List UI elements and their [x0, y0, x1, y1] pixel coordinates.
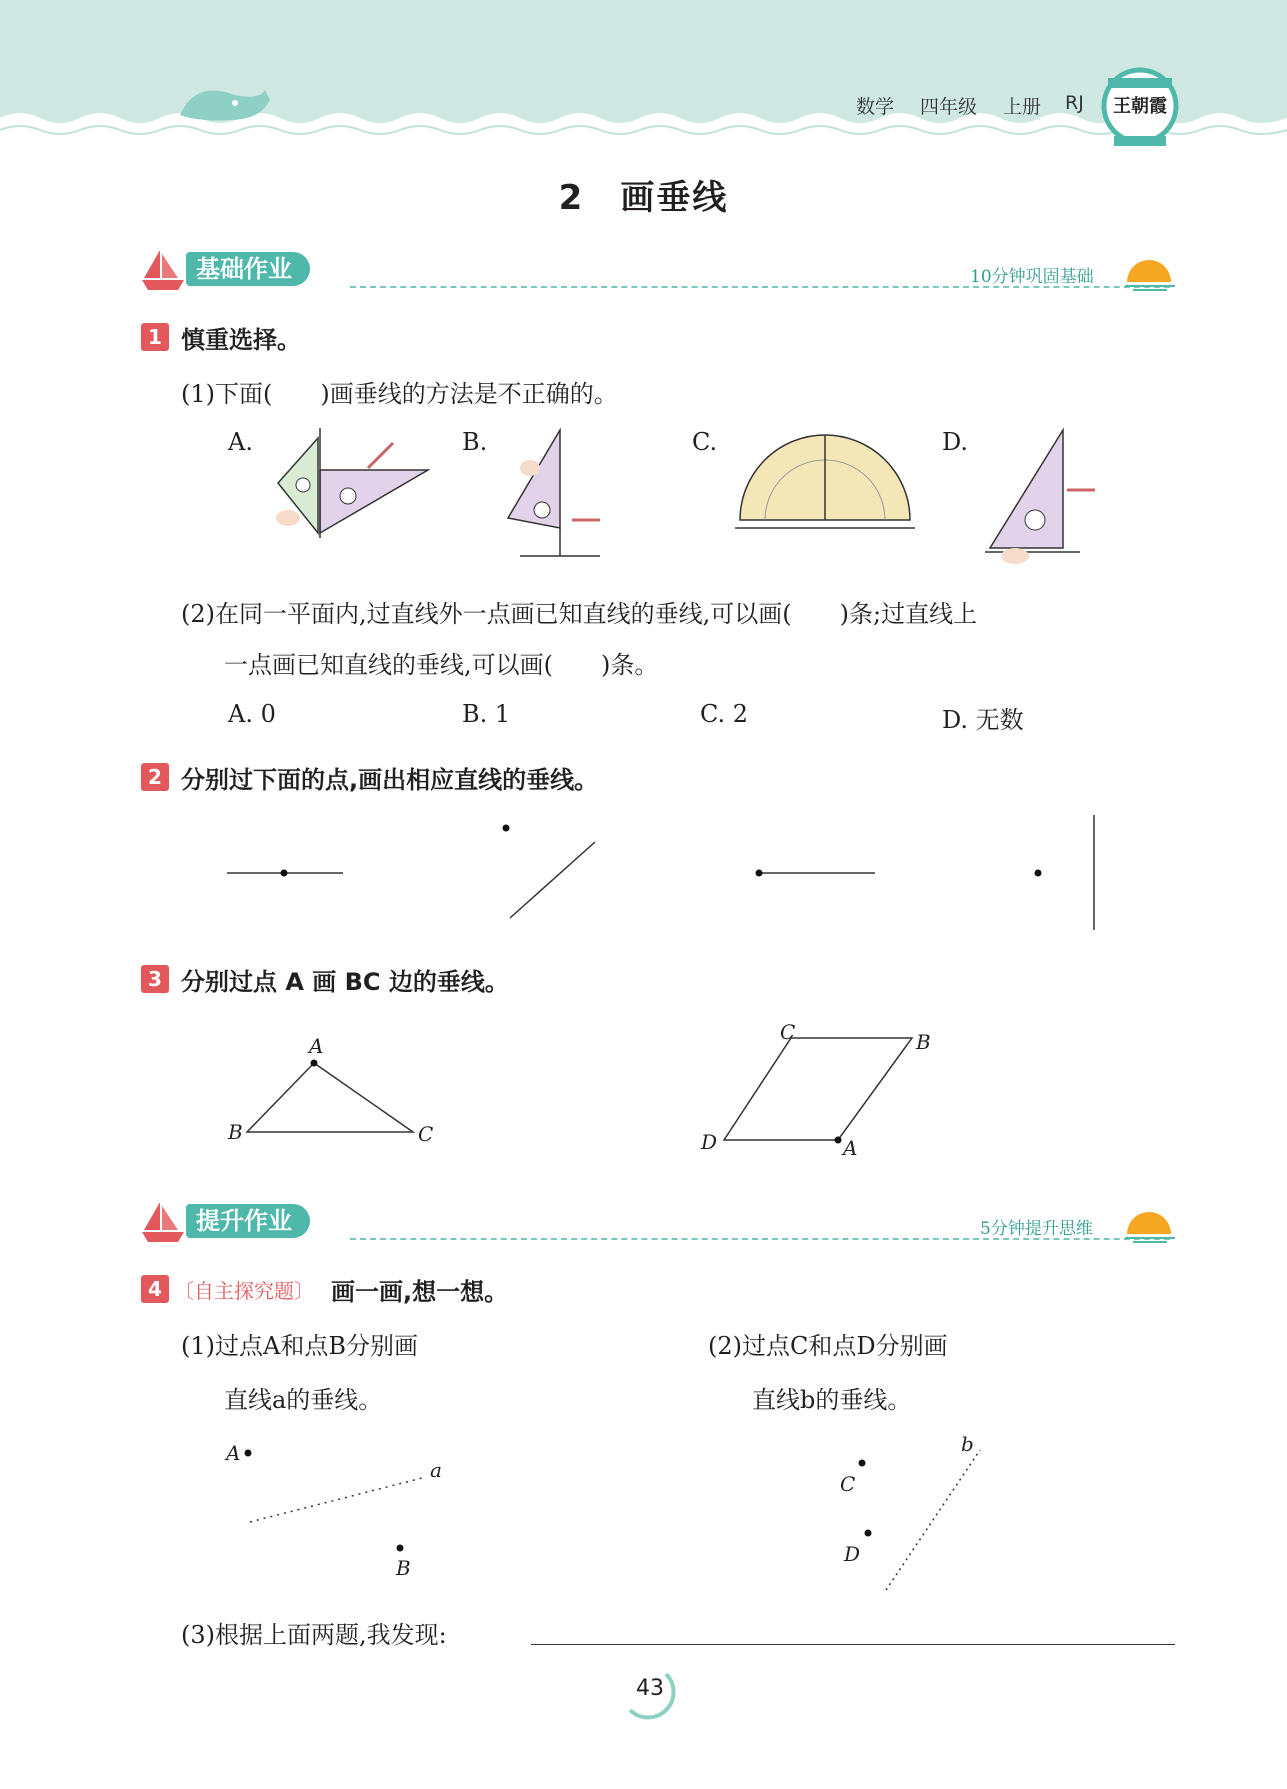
brand-badge [1100, 58, 1180, 150]
header-subject: 数学 [856, 96, 895, 118]
q1-part2-option-d: D. 无数 [942, 706, 1024, 734]
q1-number: 1 [141, 323, 169, 351]
q4-title: 画一画,想一想。 [331, 1278, 509, 1306]
q4-number: 4 [141, 1275, 169, 1303]
header-volume: 上册 [1003, 96, 1042, 118]
q2-number: 2 [141, 763, 169, 791]
section-advanced-note: 5分钟提升思维 [980, 1219, 1093, 1239]
parallelogram-label-a: A [843, 1136, 858, 1160]
section-advanced-label: 提升作业 [186, 1204, 310, 1238]
parallelogram-label-b: B [916, 1030, 931, 1054]
brand-name: 王朝霞 [1113, 96, 1167, 117]
set-square-figure-d [985, 428, 1105, 568]
section-advanced-banner [140, 1200, 1180, 1244]
q2-title: 分别过下面的点,画出相应直线的垂线。 [181, 766, 599, 794]
set-square-figure-b [500, 428, 610, 558]
q1-part2-option-c: C. 2 [700, 700, 749, 728]
q4-label-line-a: a [430, 1458, 442, 1482]
triangle-label-b: B [228, 1120, 243, 1144]
q4-label-line-b: b [961, 1432, 974, 1456]
sun-icon [1125, 252, 1175, 292]
section-basic-label: 基础作业 [186, 252, 310, 286]
parallelogram-label-d: D [701, 1130, 718, 1154]
q4-part2-line1: (2)过点C和点D分别画 [708, 1332, 948, 1360]
q1-part2-option-a: A. 0 [228, 700, 276, 728]
q1-option-a: A. [228, 428, 253, 456]
q4-part3: (3)根据上面两题,我发现: [181, 1621, 447, 1649]
q4-label-d-point: D [844, 1542, 861, 1566]
q4-part1-line2: 直线a的垂线。 [224, 1386, 383, 1414]
page-number: 43 [636, 1676, 664, 1701]
q1-option-d: D. [942, 428, 969, 456]
q1-title: 慎重选择。 [181, 326, 301, 354]
q1-option-b: B. [462, 428, 488, 456]
q4-label-b-point: B [396, 1556, 411, 1580]
triangle-label-a: A [309, 1034, 324, 1058]
q3-title: 分别过点 A 画 BC 边的垂线。 [181, 968, 509, 996]
q1-part1: (1)下面( )画垂线的方法是不正确的。 [181, 380, 618, 408]
sailboat-icon [140, 1200, 186, 1244]
q4-tag: 〔自主探究题〕 [174, 1279, 314, 1303]
whale-icon [175, 70, 275, 130]
section-basic-note: 10分钟巩固基础 [970, 267, 1094, 287]
q4-part1-line1: (1)过点A和点B分别画 [181, 1332, 418, 1360]
q4-label-c-point: C [840, 1472, 856, 1496]
q1-part2-line2: 一点画已知直线的垂线,可以画( )条。 [224, 651, 659, 679]
protractor-figure [735, 430, 915, 530]
header-edition: RJ [1065, 92, 1084, 114]
header-grade: 四年级 [920, 96, 978, 118]
section-basic-banner [140, 248, 1180, 292]
triangle-label-c: C [418, 1122, 434, 1146]
q1-part2-line1: (2)在同一平面内,过直线外一点画已知直线的垂线,可以画( )条;过直线上 [181, 600, 978, 628]
q3-number: 3 [141, 965, 169, 993]
q4-part2-line2: 直线b的垂线。 [752, 1386, 912, 1414]
parallelogram-label-c: C [780, 1020, 796, 1044]
sailboat-icon [140, 248, 186, 292]
page-title: 2 画垂线 [558, 178, 729, 218]
q3-figures [0, 1020, 1287, 1160]
q4-figures [0, 1430, 1287, 1610]
set-square-figure-a [268, 428, 428, 538]
q4-label-a-point: A [226, 1441, 241, 1465]
sun-icon [1125, 1204, 1175, 1244]
q1-part2-option-b: B. 1 [462, 700, 511, 728]
answer-line[interactable] [531, 1644, 1175, 1645]
q2-figures [0, 810, 1287, 940]
q1-option-c: C. [692, 428, 718, 456]
